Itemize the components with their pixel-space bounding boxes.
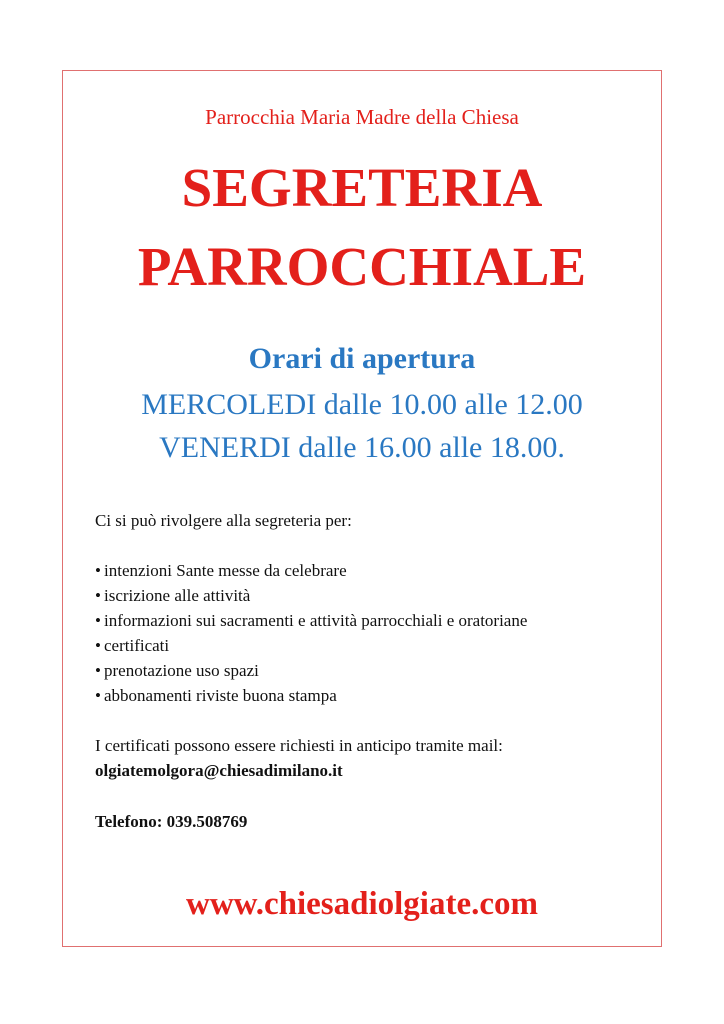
- certificate-note: I certificati possono essere richiesti in anticipo tramite mail:: [95, 736, 503, 755]
- email-address: olgiatemolgora@chiesadimilano.it: [95, 761, 343, 780]
- list-item: [95, 583, 527, 608]
- list-item-label: abbonamenti riviste buona stampa: [104, 686, 337, 705]
- opening-hours-wednesday: MERCOLEDI dalle 10.00 alle 12.00: [141, 388, 583, 421]
- opening-hours-heading: Orari di apertura: [248, 342, 476, 375]
- services-list: [95, 558, 527, 708]
- title-line-2: PARROCCHIALE: [137, 236, 587, 297]
- bullet-icon: •: [95, 561, 101, 580]
- bullet-icon: •: [95, 661, 101, 680]
- bullet-icon: •: [95, 586, 101, 605]
- bullet-icon: •: [95, 636, 101, 655]
- list-item-label: iscrizione alle attività: [104, 586, 251, 605]
- phone-number: Telefono: 039.508769: [95, 812, 248, 831]
- list-item: [95, 608, 527, 633]
- list-item-label: prenotazione uso spazi: [104, 661, 259, 680]
- parish-name: Parrocchia Maria Madre della Chiesa: [205, 105, 519, 129]
- list-item-label: certificati: [104, 636, 170, 655]
- bullet-icon: •: [95, 686, 101, 705]
- list-item: [95, 633, 527, 658]
- list-item-label: informazioni sui sacramenti e attività parrocchiali e oratoriane: [104, 611, 528, 630]
- list-item-label: intenzioni Sante messe da celebrare: [104, 561, 347, 580]
- website-url: www.chiesadiolgiate.com: [186, 886, 538, 922]
- opening-hours-friday: VENERDI dalle 16.00 alle 18.00.: [159, 431, 565, 464]
- bullet-icon: •: [95, 611, 101, 630]
- title-line-1: SEGRETERIA: [181, 157, 543, 218]
- services-intro: Ci si può rivolgere alla segreteria per:: [95, 511, 352, 530]
- list-item: [95, 658, 527, 683]
- list-item: [95, 683, 527, 708]
- list-item: [95, 558, 527, 583]
